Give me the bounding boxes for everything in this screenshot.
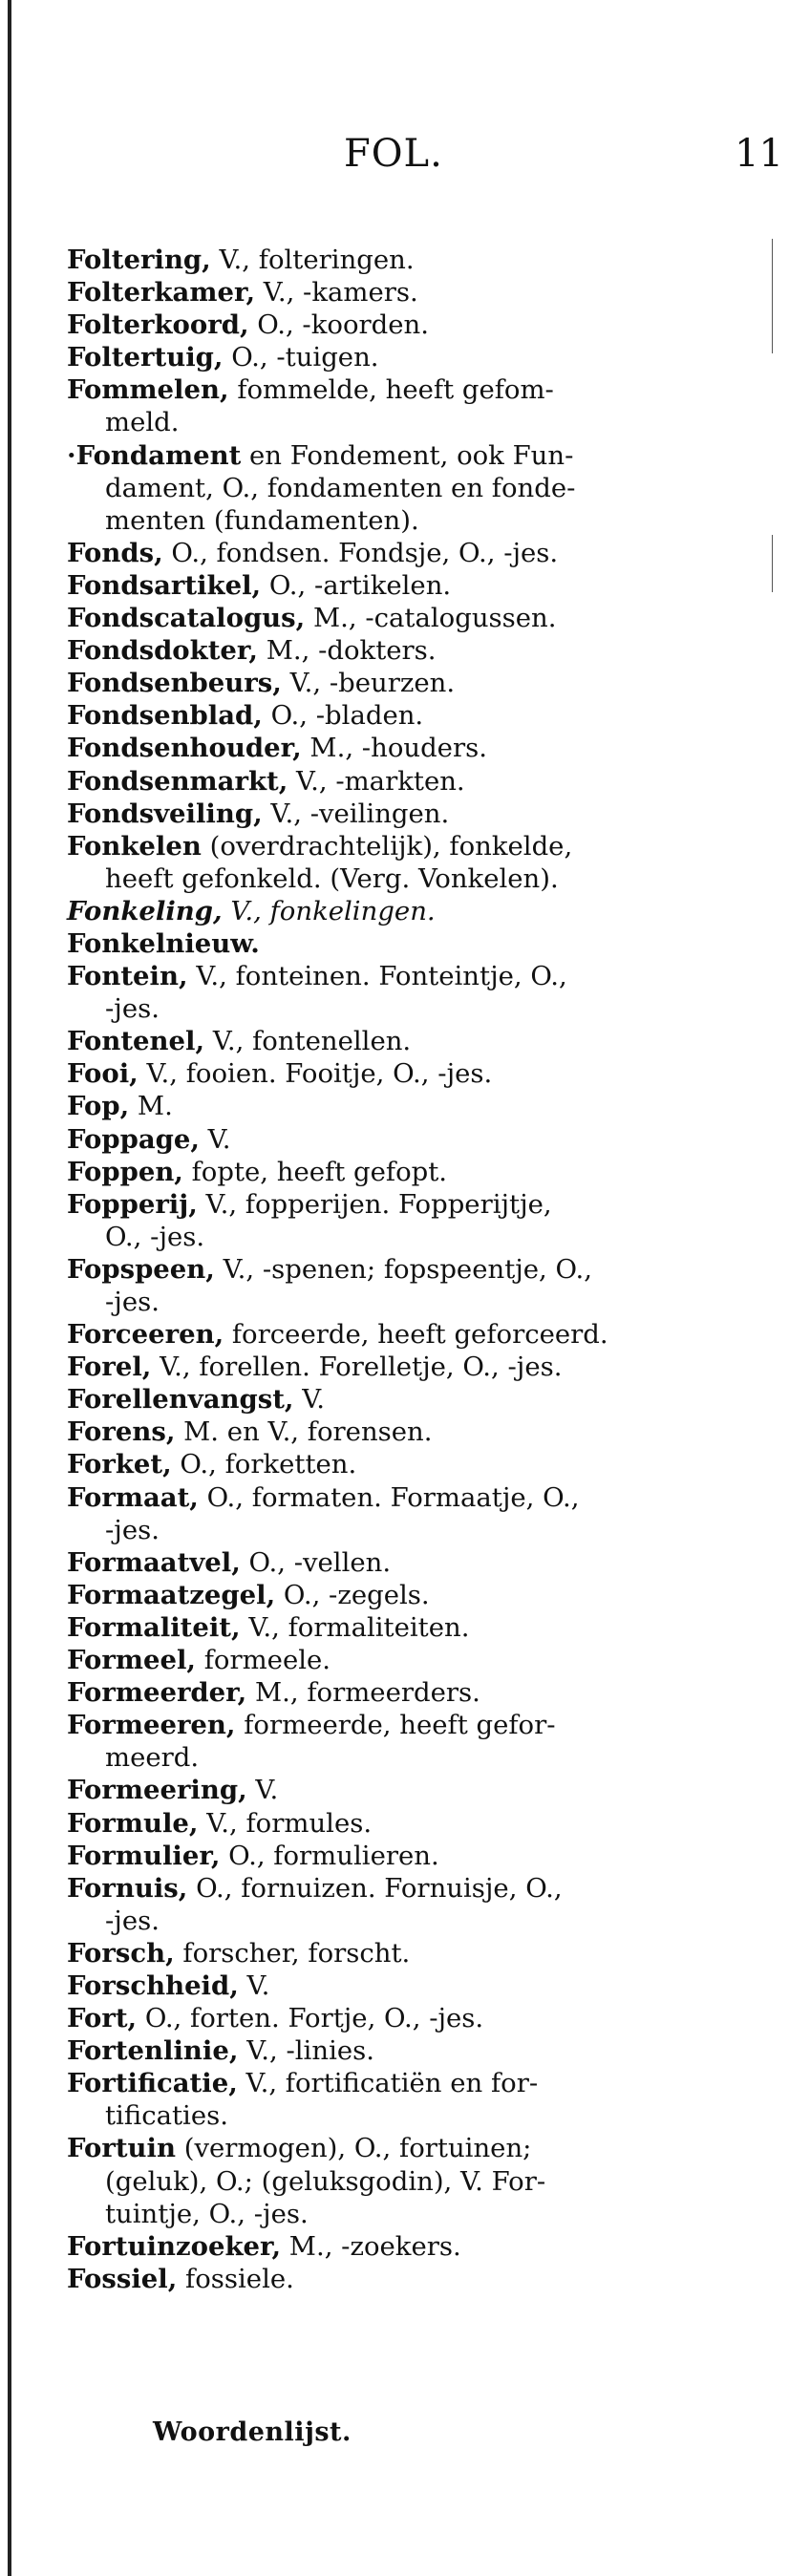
dictionary-entry bbox=[67, 373, 755, 406]
definition: M., -catalogussen. bbox=[305, 603, 557, 634]
definition: V. bbox=[293, 1384, 326, 1416]
headword: Fopspeen, bbox=[67, 1253, 215, 1285]
definition: O., formaten. Formaatje, O., bbox=[198, 1481, 580, 1513]
dictionary-entry-continuation bbox=[67, 406, 755, 438]
dictionary-entry bbox=[67, 1969, 755, 2002]
dictionary-entry-continuation bbox=[67, 2198, 755, 2230]
dictionary-entry bbox=[67, 2067, 755, 2099]
definition: (overdrachtelijk), fonkelde, bbox=[201, 830, 573, 862]
definition: fopte, heeft gefopt. bbox=[182, 1156, 448, 1187]
dictionary-entry bbox=[67, 2034, 755, 2067]
dictionary-entry bbox=[67, 1774, 755, 1806]
dictionary-entry bbox=[67, 1156, 755, 1188]
dictionary-entry bbox=[67, 1448, 755, 1480]
definition: V. bbox=[246, 1775, 279, 1806]
headword: Formeering, bbox=[67, 1775, 247, 1806]
headword: Fonkeling, bbox=[67, 895, 223, 926]
dictionary-entry bbox=[67, 1090, 755, 1122]
definition: V., -markten. bbox=[288, 765, 465, 797]
definition: O., fornuizen. Fornuisje, O., bbox=[187, 1872, 563, 1904]
definition: V., -veilingen. bbox=[262, 798, 450, 829]
definition: V., -linies. bbox=[238, 2035, 374, 2067]
definition: O., -bladen. bbox=[262, 700, 424, 732]
definition: V., folteringen. bbox=[210, 245, 415, 275]
definition: heeft gefonkeld. (Verg. Vonkelen). bbox=[105, 862, 559, 894]
headword: Fondscatalogus, bbox=[67, 603, 306, 634]
dictionary-entry bbox=[67, 1611, 755, 1644]
page-title: FOL. bbox=[344, 132, 443, 176]
dictionary-entry bbox=[67, 1416, 755, 1448]
definition: V., formaliteiten. bbox=[240, 1611, 470, 1643]
dictionary-entry bbox=[67, 341, 755, 373]
headword: Forceeren, bbox=[67, 1319, 224, 1351]
footer-signature: Woordenlijst. bbox=[153, 2417, 352, 2447]
dictionary-entry bbox=[67, 537, 755, 569]
dictionary-entry bbox=[67, 2132, 755, 2164]
headword: Formeeren, bbox=[67, 1710, 236, 1741]
definition: -jes. bbox=[105, 993, 160, 1025]
headword: Folterkamer, bbox=[67, 277, 256, 309]
headword: Fopperij, bbox=[67, 1188, 198, 1220]
definition: (geluk), O.; (geluksgodin), V. For- bbox=[105, 2165, 546, 2197]
definition: dament, O., fondamenten en fonde- bbox=[105, 472, 576, 503]
headword: Fondsenhouder, bbox=[67, 733, 302, 764]
definition: O., -tuigen. bbox=[223, 342, 379, 373]
definition: O., -koorden. bbox=[248, 309, 429, 341]
dictionary-entry-continuation bbox=[67, 862, 755, 895]
definition: V., -kamers. bbox=[255, 277, 418, 309]
dictionary-entry bbox=[67, 569, 755, 602]
dictionary-entry bbox=[67, 1709, 755, 1741]
headword: Fonds, bbox=[67, 537, 163, 568]
headword: Fonkelen bbox=[67, 830, 202, 862]
headword: Forket, bbox=[67, 1449, 172, 1480]
headword: Fontenel, bbox=[67, 1026, 205, 1057]
dictionary-entry bbox=[67, 732, 755, 764]
definition: M., -houders. bbox=[301, 733, 487, 764]
definition: V., forellen. Forelletje, O., -jes. bbox=[151, 1352, 563, 1383]
headword: Formeerder, bbox=[67, 1677, 247, 1709]
headword: Formeel, bbox=[67, 1645, 196, 1676]
dictionary-entry-continuation bbox=[67, 1905, 755, 1937]
definition: O., forketten. bbox=[171, 1449, 357, 1480]
dictionary-entry bbox=[67, 634, 755, 667]
definition: V., fooien. Fooitje, O., -jes. bbox=[138, 1058, 493, 1090]
dictionary-entry-continuation bbox=[67, 472, 755, 504]
definition: M. en V., forensen. bbox=[175, 1416, 433, 1448]
dictionary-entry bbox=[67, 602, 755, 634]
headword: Formaatvel, bbox=[67, 1546, 241, 1578]
headword: Forens, bbox=[67, 1416, 176, 1448]
dictionary-entry bbox=[67, 439, 755, 472]
dictionary-entry bbox=[67, 830, 755, 862]
headword: Fondsenmarkt, bbox=[67, 765, 288, 797]
headword: Foltering, bbox=[67, 245, 211, 275]
headword: Formaat, bbox=[67, 1481, 199, 1513]
dictionary-entry bbox=[67, 1481, 755, 1514]
dictionary-entry bbox=[67, 1253, 755, 1286]
dictionary-entry-continuation bbox=[67, 1286, 755, 1318]
headword: Fondsenbeurs, bbox=[67, 668, 282, 699]
definition: meld. bbox=[105, 407, 180, 438]
definition: V. bbox=[238, 1969, 270, 2001]
definition: formeele. bbox=[195, 1645, 331, 1676]
headword: Fortificatie, bbox=[67, 2068, 238, 2099]
definition: -jes. bbox=[105, 1905, 160, 1936]
dictionary-entry-continuation bbox=[67, 1741, 755, 1774]
dictionary-entry bbox=[67, 1676, 755, 1709]
dictionary-entry bbox=[67, 1872, 755, 1905]
dictionary-entry bbox=[67, 960, 755, 992]
headword: Foppen, bbox=[67, 1156, 183, 1187]
definition: (vermogen), O., fortuinen; bbox=[176, 2133, 532, 2164]
definition: formeerde, heeft gefor- bbox=[235, 1710, 556, 1741]
right-margin-mark bbox=[772, 535, 773, 592]
dictionary-entry bbox=[67, 2230, 755, 2263]
definition: M. bbox=[129, 1091, 173, 1122]
headword: Fommelen, bbox=[67, 374, 229, 406]
headword: Foltertuig, bbox=[67, 342, 224, 373]
definition: V., fonteinen. Fonteintje, O., bbox=[187, 961, 567, 992]
dictionary-entry-continuation bbox=[67, 1221, 755, 1253]
dictionary-entry bbox=[67, 2263, 755, 2295]
left-margin-rule bbox=[8, 0, 11, 2576]
dictionary-entry-continuation bbox=[67, 2165, 755, 2198]
dictionary-entry bbox=[67, 1025, 755, 1057]
definition: forceerde, heeft geforceerd. bbox=[224, 1319, 608, 1351]
definition: O., -jes. bbox=[105, 1221, 205, 1252]
dictionary-entry-continuation bbox=[67, 504, 755, 537]
definition: M., formeerders. bbox=[246, 1677, 480, 1709]
dictionary-entry-continuation bbox=[67, 992, 755, 1025]
definition: fossiele. bbox=[177, 2263, 294, 2294]
definition: -jes. bbox=[105, 1514, 160, 1545]
definition: meerd. bbox=[105, 1742, 200, 1774]
headword: Fondsenblad, bbox=[67, 700, 263, 732]
dictionary-entry bbox=[67, 1546, 755, 1579]
headword: Formaatzegel, bbox=[67, 1579, 276, 1610]
headword: Forsch, bbox=[67, 1937, 175, 1969]
definition: V., -beurzen. bbox=[281, 668, 456, 699]
definition: O., -artikelen. bbox=[261, 569, 452, 601]
definition: V., fortificatiën en for- bbox=[237, 2068, 539, 2099]
dictionary-entry bbox=[67, 1579, 755, 1611]
headword: Fonkelnieuw. bbox=[67, 927, 260, 959]
dictionary-entry bbox=[67, 798, 755, 830]
definition: forscher, forscht. bbox=[174, 1937, 411, 1969]
definition: V., fontenellen. bbox=[204, 1026, 412, 1057]
definition: V., fonkelingen. bbox=[222, 895, 436, 926]
definition: V., formules. bbox=[198, 1807, 373, 1839]
dictionary-entry bbox=[67, 276, 755, 309]
word-list bbox=[67, 244, 755, 2295]
headword: Forellenvangst, bbox=[67, 1384, 294, 1416]
headword: Fort, bbox=[67, 2003, 138, 2034]
headword: Fondsveiling, bbox=[67, 798, 263, 829]
dictionary-entry bbox=[67, 1644, 755, 1676]
headword: Fondsdokter, bbox=[67, 635, 258, 667]
definition: O., forten. Fortje, O., -jes. bbox=[137, 2003, 484, 2034]
headword: Fondsartikel, bbox=[67, 569, 262, 601]
headword: Folterkoord, bbox=[67, 309, 249, 341]
dictionary-entry bbox=[67, 699, 755, 732]
headword: Fossiel, bbox=[67, 2263, 178, 2294]
dictionary-entry bbox=[67, 244, 755, 276]
headword: Fooi, bbox=[67, 1058, 139, 1090]
headword: Formule, bbox=[67, 1807, 199, 1839]
dictionary-entry-continuation bbox=[67, 1514, 755, 1546]
definition: O., fondsen. Fondsje, O., -jes. bbox=[162, 537, 559, 568]
dictionary-entry bbox=[67, 1840, 755, 1872]
dictionary-entry-continuation bbox=[67, 2099, 755, 2132]
headword: Fornuis, bbox=[67, 1872, 188, 1904]
dictionary-entry bbox=[67, 765, 755, 798]
headword: Fortuin bbox=[67, 2133, 176, 2164]
dictionary-entry bbox=[67, 1351, 755, 1383]
page-number: 11 bbox=[735, 132, 783, 176]
dictionary-entry bbox=[67, 1318, 755, 1351]
headword: Foppage, bbox=[67, 1123, 200, 1155]
headword: Fontein, bbox=[67, 961, 188, 992]
definition: tificaties. bbox=[105, 2100, 228, 2132]
definition: O., -zegels. bbox=[275, 1579, 430, 1610]
dictionary-entry bbox=[67, 1807, 755, 1840]
headword: Fop, bbox=[67, 1091, 130, 1122]
definition: M., -dokters. bbox=[257, 635, 437, 667]
dictionary-entry bbox=[67, 1188, 755, 1221]
definition: V., -spenen; fopspeentje, O., bbox=[214, 1253, 592, 1285]
dictionary-entry bbox=[67, 309, 755, 341]
definition: O., -vellen. bbox=[240, 1546, 392, 1578]
headword: Fortenlinie, bbox=[67, 2035, 239, 2067]
dictionary-entry bbox=[67, 1123, 755, 1156]
definition: fommelde, heeft gefom- bbox=[228, 374, 554, 406]
headword: Fortuinzoeker, bbox=[67, 2230, 282, 2262]
right-margin-mark bbox=[772, 239, 773, 353]
definition: tuintje, O., -jes. bbox=[105, 2198, 309, 2229]
definition: en Fondement, ook Fun- bbox=[241, 439, 574, 471]
dictionary-entry bbox=[67, 1383, 755, 1416]
definition: V., fopperijen. Fopperijtje, bbox=[197, 1188, 552, 1220]
definition: O., formulieren. bbox=[220, 1840, 439, 1871]
headword: Forel, bbox=[67, 1352, 152, 1383]
definition: M., -zoekers. bbox=[281, 2230, 461, 2262]
dictionary-entry bbox=[67, 1937, 755, 1969]
dictionary-entry bbox=[67, 927, 755, 960]
dictionary-entry bbox=[67, 667, 755, 699]
headword: Formulier, bbox=[67, 1840, 221, 1871]
dictionary-entry bbox=[67, 1057, 755, 1090]
dictionary-entry bbox=[67, 2002, 755, 2034]
definition: V. bbox=[199, 1123, 231, 1155]
headword: ·Fondament bbox=[67, 439, 242, 471]
definition: -jes. bbox=[105, 1287, 160, 1317]
headword: Formaliteit, bbox=[67, 1611, 241, 1643]
dictionary-entry bbox=[67, 895, 755, 927]
definition: menten (fundamenten). bbox=[105, 504, 419, 536]
headword: Forschheid, bbox=[67, 1969, 239, 2001]
